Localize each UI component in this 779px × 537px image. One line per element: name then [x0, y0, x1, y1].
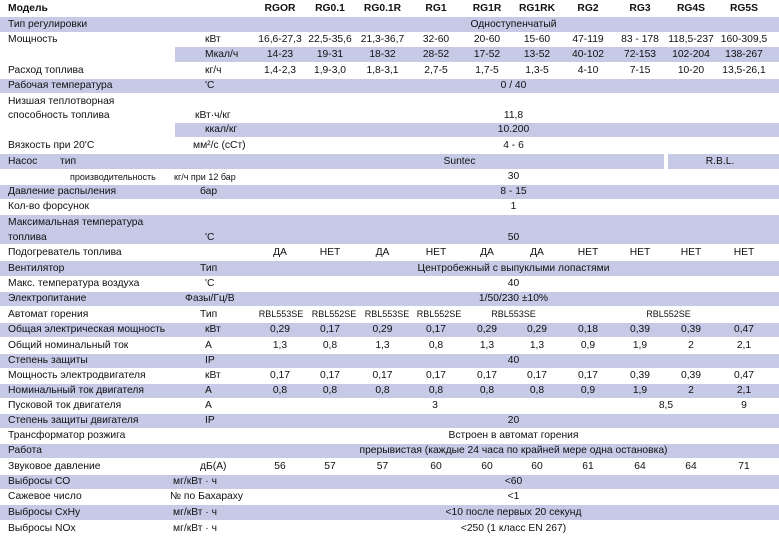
header-row: [0, 0, 779, 16]
row-cell: 10-20: [677, 64, 705, 76]
row-label: Электропитание: [8, 293, 87, 304]
row-cell: 0,8: [428, 339, 444, 351]
row-cell: 0,17: [425, 370, 447, 381]
row-unit: A: [205, 339, 212, 351]
row-cell: 60: [430, 460, 442, 472]
row-value: 1/50/230 ±10%: [478, 293, 549, 304]
row-unit: 'C: [205, 278, 215, 289]
row-label: Степень защиты: [8, 355, 88, 366]
row-unit: 'C: [205, 231, 215, 243]
row-cell: 0,18: [577, 324, 599, 335]
row-max-air-temp: [0, 276, 779, 291]
row-cell: ДА: [530, 246, 544, 258]
row-cell: 160-309,5: [720, 33, 768, 45]
row-max-fuel-temp: [0, 214, 779, 244]
row-value: 4 - 6: [503, 139, 524, 151]
row-heat-value: [0, 93, 779, 122]
row-cell: 2,7-5: [424, 64, 448, 76]
row-value: <250 (1 класс EN 267): [460, 522, 567, 534]
header-model: RG1R: [472, 2, 502, 14]
row-cell: 0,39: [680, 370, 702, 381]
row-cell: ДА: [375, 246, 390, 258]
row-unit: Тип: [200, 262, 218, 274]
row-cell: 1,4-2,3: [263, 64, 297, 76]
row-unit: кВт: [205, 370, 221, 381]
row-cell: 0,17: [577, 370, 599, 381]
row-motor-power: [0, 368, 779, 383]
row-label: способность топлива: [8, 109, 110, 121]
row-unit: IP: [205, 415, 215, 426]
row-label: Общая электрическая мощность: [8, 324, 166, 335]
row-cell: 102-204: [672, 48, 710, 60]
header-model: RG1: [425, 2, 447, 14]
row-cell: 0,29: [526, 324, 548, 335]
row-spray-pressure: [0, 184, 779, 199]
row-cell: 32-60: [422, 33, 450, 45]
row-label: Общий номинальный ток: [8, 339, 129, 351]
row-cell: 138-267: [725, 48, 763, 60]
row-cell: НЕТ: [680, 246, 702, 258]
row-operation: [0, 443, 779, 458]
row-cell: 22,5-35,6: [308, 33, 352, 45]
row-motor-protection: [0, 413, 779, 428]
row-cell: 57: [376, 460, 389, 472]
row-value: 8,5: [658, 400, 674, 411]
row-label: Насос: [8, 155, 38, 167]
row-cell: 0,17: [526, 370, 548, 381]
row-fuel-heater: [0, 244, 779, 260]
row-cell: 47-119: [572, 33, 604, 45]
row-unit: Тип: [200, 308, 218, 320]
row-cell: 2: [688, 339, 694, 351]
row-cell: 0,8: [428, 385, 444, 396]
row-sound: [0, 458, 779, 474]
row-cell: 1,9: [632, 339, 648, 351]
row-unit: 'C: [205, 80, 215, 91]
row-label: Вязкость при 20'C: [8, 139, 95, 151]
row-cell: ДА: [480, 246, 494, 258]
row-label: Кол-во форсунок: [8, 201, 90, 212]
row-sublabel: тип: [60, 155, 77, 167]
row-nox: [0, 520, 779, 536]
row-value: прерывистая (каждые 24 часа по крайней мере одна остановка): [359, 445, 668, 456]
row-cell: 60: [481, 460, 493, 472]
row-cell: 0,29: [372, 324, 393, 335]
row-unit: бар: [200, 186, 218, 197]
row-cell: 16,6-27,3: [258, 33, 302, 45]
row-cell: 19-31: [316, 48, 344, 60]
row-label: Работа: [8, 445, 42, 456]
row-motor-current: [0, 383, 779, 398]
row-cell: 0,17: [269, 370, 291, 381]
row-viscosity: [0, 137, 779, 153]
row-cell: 0,17: [319, 324, 341, 335]
row-cell: 0,39: [629, 370, 651, 381]
row-cell: 56: [274, 460, 286, 472]
row-cell: 64: [685, 460, 697, 472]
row-cell: НЕТ: [733, 246, 755, 258]
row-cell: 0,17: [476, 370, 498, 381]
row-value: Одноступенчатый: [470, 18, 557, 30]
row-value: 40: [507, 278, 520, 289]
row-value: 1: [510, 201, 517, 212]
row-cell: 0,29: [269, 324, 291, 335]
row-cell: НЕТ: [319, 246, 341, 258]
row-label: Тип регулировки: [8, 18, 88, 30]
row-cell: НЕТ: [577, 246, 599, 258]
row-cell: 13,5-26,1: [722, 64, 766, 76]
header-model: RG3: [629, 2, 651, 14]
row-value: <1: [507, 491, 520, 502]
row-cell: НЕТ: [425, 246, 447, 258]
row-label: Степень защиты двигателя: [8, 415, 139, 426]
row-unit: кг/ч: [205, 64, 222, 76]
row-nozzles: [0, 199, 779, 214]
row-cell: 0,29: [476, 324, 498, 335]
row-value: 0 / 40: [500, 80, 527, 91]
row-value: <10 после первых 20 секунд: [445, 506, 582, 518]
row-label: Номинальный ток двигателя: [8, 385, 145, 396]
row-unit: кВт·ч/кг: [195, 109, 231, 121]
row-label: Трансформатор розжига: [8, 430, 126, 441]
row-cell: 0,8: [322, 385, 338, 396]
row-label: Пусковой ток двигателя: [8, 400, 122, 411]
row-cell: 1,8-3,1: [366, 64, 399, 76]
row-cell: 13-52: [523, 48, 551, 60]
row-unit: мг/кВт · ч: [173, 522, 217, 534]
header-model: RG0.1: [315, 2, 345, 14]
row-label: Выбросы NOx: [8, 522, 76, 534]
row-cell: 1,3-5: [525, 64, 549, 76]
header-model: RG5S: [729, 2, 759, 14]
header-model: RG0.1R: [363, 2, 402, 14]
row-label: производительность: [70, 171, 156, 182]
row-total-power: [0, 322, 779, 337]
row-cell: 1,9: [632, 385, 648, 396]
row-cell: 0,47: [733, 324, 755, 335]
row-value: 8 - 15: [500, 186, 527, 197]
row-unit: A: [205, 385, 212, 396]
row-cell: 0,17: [372, 370, 393, 381]
row-cell: 2,1: [736, 385, 752, 396]
row-work-temp: [0, 78, 779, 93]
row-cell: 14-23: [266, 48, 294, 60]
row-cell: RBL553SE: [258, 309, 304, 319]
row-unit: A: [205, 400, 212, 411]
row-value: Встроен в автомат горения: [448, 430, 579, 441]
row-cell: 0,8: [272, 385, 288, 396]
row-cell: RBL553SE: [364, 309, 410, 319]
row-label: Автомат горения: [8, 308, 89, 320]
row-cell: 0,17: [425, 324, 447, 335]
header-param: Модель: [8, 2, 48, 14]
row-unit: кВт: [205, 33, 221, 45]
row-reg-type: [0, 16, 779, 32]
row-label: Звуковое давление: [8, 460, 101, 472]
row-cell: 17-52: [473, 48, 501, 60]
row-power-mcal: [0, 46, 779, 62]
row-cell: 71: [738, 460, 750, 472]
row-cell: 64: [634, 460, 646, 472]
row-cell: RBL552SE: [311, 309, 357, 319]
row-cell: 0,8: [375, 385, 390, 396]
row-unit: ккал/кг: [205, 124, 238, 135]
row-label: Давление распыления: [8, 186, 117, 197]
row-cell: 2,1: [736, 339, 752, 351]
row-cell: 0,9: [580, 339, 596, 351]
row-value: 50: [507, 231, 520, 243]
row-fan: [0, 260, 779, 276]
row-unit: кВт: [205, 324, 221, 335]
row-cell: 0,9: [580, 385, 596, 396]
row-cell: 40-102: [571, 48, 605, 60]
row-unit: № по Бахараху: [170, 491, 244, 502]
row-value: 9: [741, 400, 747, 411]
row-cell: 1,9-3,0: [313, 64, 347, 76]
row-value: 10.200: [497, 124, 530, 135]
row-pump: [0, 153, 779, 169]
row-label: Подогреватель топлива: [8, 246, 122, 258]
row-cell: 15-60: [523, 33, 551, 45]
row-unit: Мкал/ч: [205, 48, 239, 60]
row-cell: 0,8: [529, 385, 545, 396]
row-value: R.B.L.: [705, 155, 735, 167]
header-model: RG2: [577, 2, 599, 14]
header-model: RG1RK: [518, 2, 556, 14]
row-cell: 83 - 178: [621, 33, 659, 45]
row-label: Выбросы СхНу: [8, 506, 81, 518]
row-power-kw: [0, 32, 779, 46]
row-label: Максимальная температура: [8, 217, 144, 228]
header-model: RGOR: [264, 2, 296, 14]
row-label: Низшая теплотворная: [8, 95, 115, 107]
row-unit: кг/ч при 12 бар: [174, 171, 236, 182]
row-cell: 0,39: [629, 324, 651, 335]
row-cell: 1,3: [375, 339, 390, 351]
row-ignition: [0, 428, 779, 443]
row-value: 30: [507, 171, 520, 182]
row-value: 11,8: [503, 109, 524, 121]
row-value: Центробежный с выпуклыми лопастями: [417, 262, 610, 274]
row-cell: НЕТ: [629, 246, 651, 258]
row-cell: 118,5-237: [668, 33, 714, 45]
row-cell: 1,3: [272, 339, 288, 351]
row-unit: мг/кВт · ч: [173, 506, 217, 518]
row-rated-current: [0, 337, 779, 353]
row-protection: [0, 353, 779, 368]
row-power-supply: [0, 291, 779, 306]
row-cell: 0,39: [680, 324, 702, 335]
row-cell: 18-32: [369, 48, 396, 60]
row-label: Мощность: [8, 33, 58, 45]
row-cell: RBL552SE: [416, 309, 462, 319]
row-value: <60: [504, 476, 523, 487]
row-cell: 0,17: [319, 370, 341, 381]
row-value: 3: [432, 400, 438, 411]
row-label: Сажевое число: [8, 491, 82, 502]
row-cell: 1,3: [529, 339, 545, 351]
row-heat-kcal: [0, 122, 779, 137]
row-label: Мощность электродвигателя: [8, 370, 146, 381]
row-unit: мг/кВт · ч: [173, 476, 217, 487]
row-cell: 7-15: [629, 64, 651, 76]
row-cell: RBL552SE: [646, 309, 691, 319]
row-cell: 2: [688, 385, 694, 396]
row-cell: 21,3-36,7: [360, 33, 405, 45]
row-cxhy: [0, 504, 779, 520]
row-unit: IP: [205, 355, 215, 366]
row-cell: 60: [531, 460, 543, 472]
row-cell: 20-60: [473, 33, 501, 45]
row-fuel-flow: [0, 62, 779, 78]
row-cell: ДА: [273, 246, 287, 258]
header-model: RG4S: [676, 2, 706, 14]
row-start-current: [0, 398, 779, 413]
row-cell: 57: [324, 460, 336, 472]
row-unit: Фазы/Гц/В: [185, 293, 235, 304]
row-value: 40: [507, 355, 520, 366]
row-cell: 28-52: [422, 48, 450, 60]
row-cell: 72-153: [623, 48, 657, 60]
row-value: 20: [507, 415, 520, 426]
row-cell: 1,7-5: [475, 64, 499, 76]
row-label: Вентилятор: [8, 262, 65, 274]
row-label: топлива: [8, 231, 47, 243]
row-co: [0, 474, 779, 489]
row-cell: 1,3: [479, 339, 495, 351]
row-value: Suntec: [443, 155, 476, 167]
row-label: Макс. температура воздуха: [8, 278, 140, 289]
row-unit: мм²/с (сСт): [193, 139, 246, 151]
row-unit: дБ(А): [200, 460, 227, 472]
row-cell: 0,8: [322, 339, 338, 351]
row-pump-capacity: [0, 169, 779, 184]
row-soot: [0, 489, 779, 504]
row-label: Рабочая температура: [8, 80, 113, 91]
row-cell: 0,47: [733, 370, 755, 381]
row-label: Выбросы СО: [8, 476, 71, 487]
row-burner-control: [0, 306, 779, 322]
row-cell: RBL553SE: [491, 309, 536, 319]
row-cell: 4-10: [577, 64, 599, 76]
row-cell: 61: [582, 460, 594, 472]
row-label: Расход топлива: [8, 64, 84, 76]
row-cell: 0,8: [479, 385, 495, 396]
